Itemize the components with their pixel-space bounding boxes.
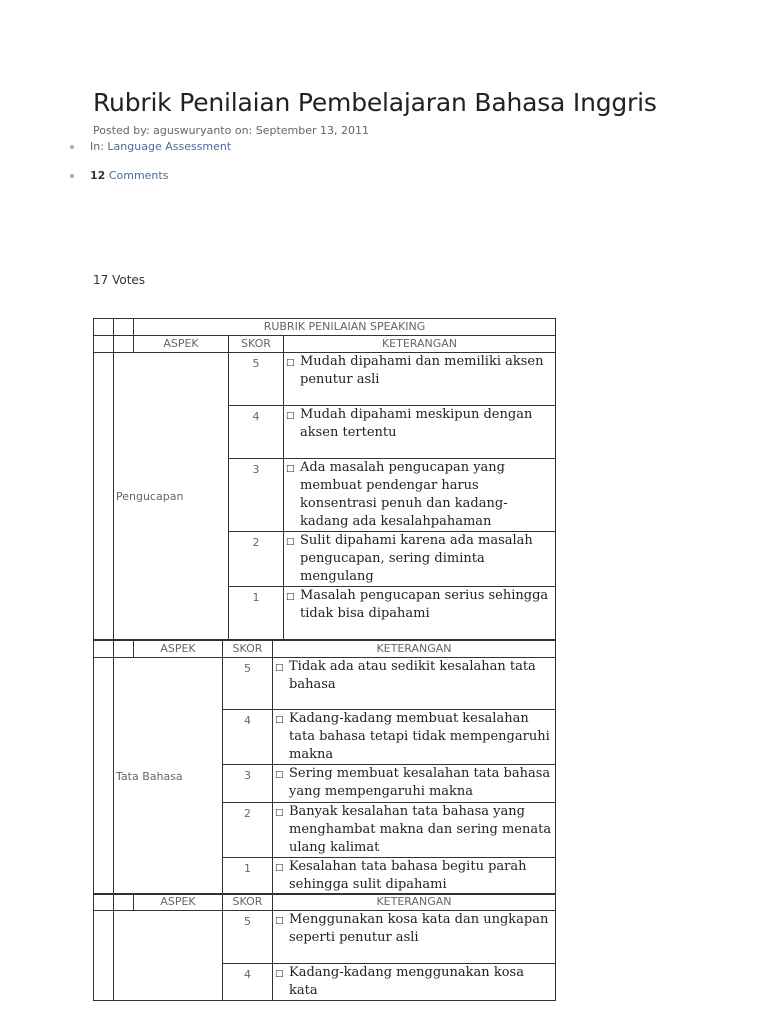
checkbox-bullet-icon: □ [286, 592, 295, 602]
score-value: 1 [223, 858, 273, 895]
description-cell: □ Tidak ada atau sedikit kesalahan tata bahasa [273, 658, 556, 710]
comments-meta [70, 169, 168, 182]
description-cell: □ Banyak kesalahan tata bahasa yang menghambat makna dan sering menata ulang kalimat [273, 803, 556, 858]
list-dot-icon [70, 174, 74, 178]
col-header-skor: SKOR [229, 336, 284, 353]
checkbox-bullet-icon: □ [286, 464, 295, 474]
category-link[interactable]: Language Assessment [107, 140, 232, 153]
col-header-skor: SKOR [223, 894, 273, 911]
checkbox-bullet-icon: □ [275, 770, 284, 780]
description-cell: □ Mudah dipahami meskipun dengan aksen tertentu [284, 406, 556, 459]
col-header-aspek: ASPEK [134, 894, 223, 911]
score-value: 1 [229, 587, 284, 640]
description-cell: □ Kadang-kadang menggunakan kosa kata [273, 964, 556, 1001]
checkbox-bullet-icon: □ [286, 411, 295, 421]
score-value: 5 [229, 353, 284, 406]
rubric-table-pengucapan [93, 318, 556, 640]
rubric-table-tata-bahasa [93, 640, 556, 895]
col-header-aspek: ASPEK [134, 336, 229, 353]
checkbox-bullet-icon: □ [275, 663, 284, 673]
col-header-keterangan: KETERANGAN [273, 894, 556, 911]
aspect-name: Tata Bahasa [114, 658, 223, 895]
checkbox-bullet-icon: □ [286, 358, 295, 368]
score-value: 4 [223, 964, 273, 1001]
description-cell: □ Kesalahan tata bahasa begitu parah sehingga sulit dipahami [273, 858, 556, 895]
checkbox-bullet-icon: □ [275, 863, 284, 873]
score-value: 5 [223, 911, 273, 964]
checkbox-bullet-icon: □ [275, 916, 284, 926]
col-header-keterangan: KETERANGAN [273, 641, 556, 658]
aspect-name [114, 911, 223, 1001]
description-cell: □ Masalah pengucapan serius sehingga tidak bisa dipahami [284, 587, 556, 640]
description-cell: □ Ada masalah pengucapan yang membuat pendengar harus konsentrasi penuh dan kadang-kadang ada kesalahpahaman [284, 459, 556, 532]
score-value: 3 [223, 765, 273, 803]
description-cell: □ Menggunakan kosa kata dan ungkapan seperti penutur asli [273, 911, 556, 964]
category-meta [70, 140, 231, 153]
checkbox-bullet-icon: □ [275, 808, 284, 818]
checkbox-bullet-icon: □ [286, 537, 295, 547]
table-caption: RUBRIK PENILAIAN SPEAKING [134, 319, 556, 336]
list-dot-icon [70, 145, 74, 149]
in-label: In: [90, 140, 104, 153]
score-value: 4 [223, 710, 273, 765]
score-value: 4 [229, 406, 284, 459]
posted-by: Posted by: aguswuryanto on: September 13, 2011 [93, 124, 370, 137]
checkbox-bullet-icon: □ [275, 715, 284, 725]
post-title: Rubrik Penilaian Pembelajaran Bahasa Inggris [93, 88, 657, 117]
description-cell: □ Sulit dipahami karena ada masalah pengucapan, sering diminta mengulang [284, 532, 556, 587]
score-value: 5 [223, 658, 273, 710]
comments-count: 12 [90, 169, 106, 182]
comments-label: Comments [108, 169, 169, 182]
col-header-keterangan: KETERANGAN [284, 336, 556, 353]
score-value: 2 [223, 803, 273, 858]
description-cell: □ Mudah dipahami dan memiliki aksen penutur asli [284, 353, 556, 406]
score-value: 2 [229, 532, 284, 587]
description-cell: □ Sering membuat kesalahan tata bahasa yang mempengaruhi makna [273, 765, 556, 803]
description-cell: □ Kadang-kadang membuat kesalahan tata bahasa tetapi tidak mempengaruhi makna [273, 710, 556, 765]
checkbox-bullet-icon: □ [275, 969, 284, 979]
comments-link[interactable] [90, 169, 168, 182]
rubric-table-kosa-kata [93, 893, 556, 1001]
col-header-aspek: ASPEK [134, 641, 223, 658]
col-header-skor: SKOR [223, 641, 273, 658]
score-value: 3 [229, 459, 284, 532]
aspect-name: Pengucapan [114, 353, 229, 640]
votes-count: 17 Votes [93, 273, 146, 287]
